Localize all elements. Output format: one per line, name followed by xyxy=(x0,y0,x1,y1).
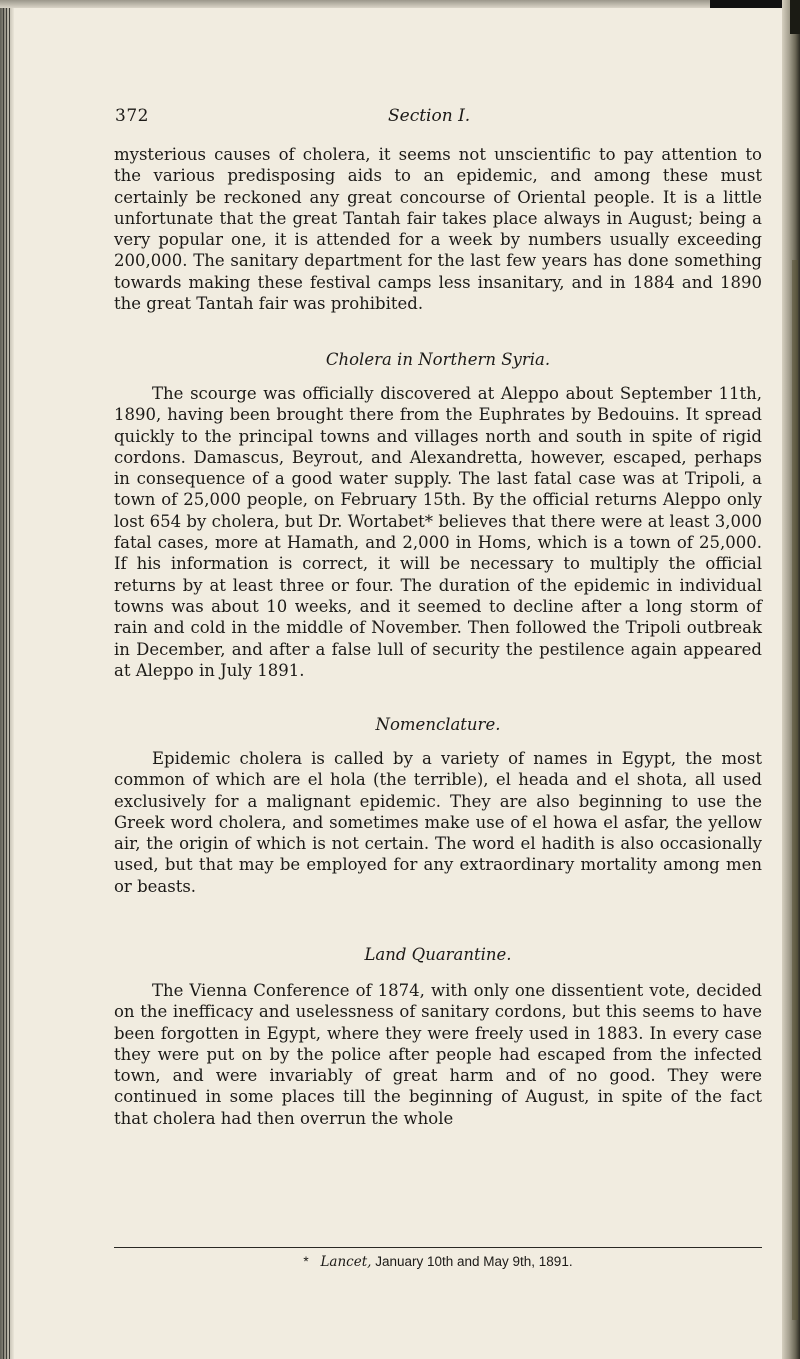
paragraph-quarantine: The Vienna Conference of 1874, with only one dissentient vote, decided on the inefficacy and uselessness of sanitary cordons, but this seems to have been forgotten in Egypt, where they were freely used in 1883. In every case they were put on by the police after people had escaped from the infected town, and were invariably of great harm and of no good. They were continued in some places till the beginning of August, in spite of the fact that cholera had then overrun the whole xyxy=(114,981,762,1128)
footnote xyxy=(114,1254,762,1270)
footnote-dates: January 10th and May 9th, 1891. xyxy=(375,1254,573,1269)
page-header xyxy=(114,106,762,130)
book-spine-shadow xyxy=(0,0,14,1359)
heading-land-quarantine: Land Quarantine. xyxy=(364,945,512,964)
running-head: Section I. xyxy=(388,106,471,126)
heading-nomenclature: Nomenclature. xyxy=(375,715,501,734)
paragraph-intro: mysterious causes of cholera, it seems not unscientific to pay attention to the various predisposing aids to an epidemic, and among these must certainly be reckoned any great concourse of Oriental people. It is a little unfortunate that the great Tantah fair takes place always in August; being a very popular one, it is attended for a week by numbers usually exceeding 200,000. The sanitary department for the last few years has done something towards making these festival camps less insanitary, and in 1884 and 1890 the great Tantah fair was prohibited. xyxy=(114,145,762,314)
paragraph-nomenclature: Epidemic cholera is called by a variety of names in Egypt, the most common of which are el hola (the terrible), el heada and el shota, all used exclusively for a malignant epidemic. They are also beginning to use the Greek word cholera, and sometimes make use of el howa el asfar, the yellow air, the origin of which is not certain. The word el hadith is also occasionally used, but that may be employed for any extraordinary mortality among men or beasts. xyxy=(114,749,762,896)
page-number: 372 xyxy=(115,106,149,126)
paragraph-syria: The scourge was officially discovered at Aleppo about September 11th, 1890, having been brought there from the Euphrates by Bedouins. It spread quickly to the principal towns and villages north and south in spite of rigid cordons. Damascus, Beyrout, and Alexandretta, however, escaped, perhaps in consequence of a good water supply. The last fatal case was at Tripoli, a town of 25,000 people, on February 15th. By the official returns Aleppo only lost 654 by cholera, but Dr. Wortabet* believes that there were at least 3,000 fatal cases, more at Hamath, and 2,000 in Homs, which is a town of 25,000. If his information is correct, it will be necessary to multiply the official returns by at least three or four. The duration of the epidemic in individual towns was about 10 weeks, and it seemed to decline after a long storm of rain and cold in the middle of November. Then followed the Tripoli outbreak in December, and after a false lull of security the pestilence again appeared at Aleppo in July 1891. xyxy=(114,384,762,680)
heading-cholera-northern-syria: Cholera in Northern Syria. xyxy=(325,350,551,369)
footnote-marker: * xyxy=(303,1254,309,1269)
page-top-edge xyxy=(0,0,800,8)
footnote-rule xyxy=(114,1247,762,1248)
footnote-source: Lancet, xyxy=(320,1254,372,1270)
page-right-edge xyxy=(782,0,800,1359)
